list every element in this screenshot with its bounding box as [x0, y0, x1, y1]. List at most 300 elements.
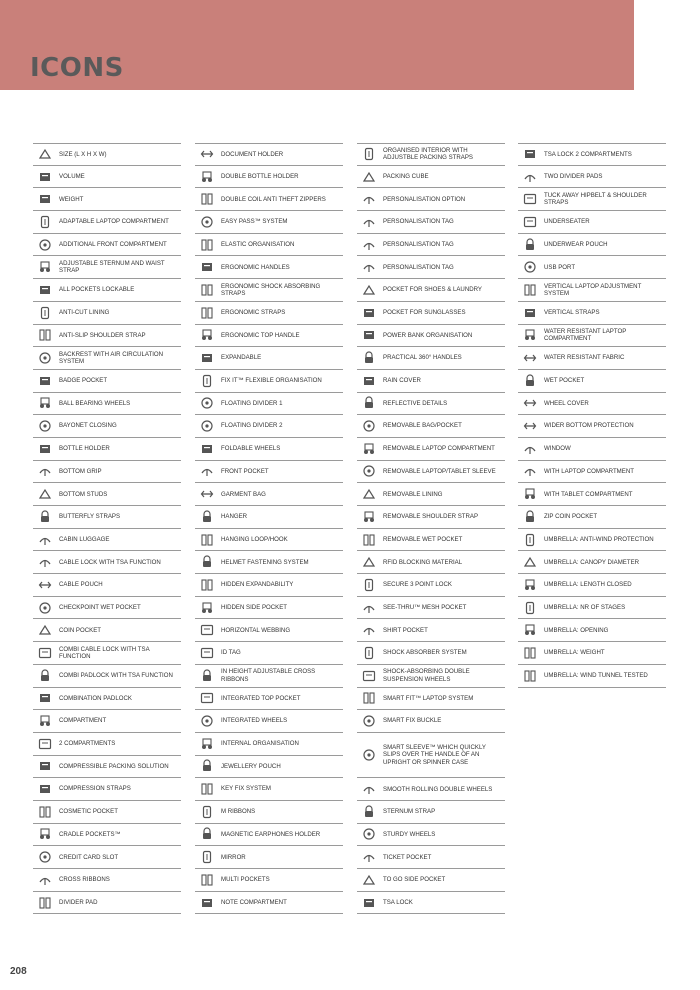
padlock-icon — [36, 283, 53, 297]
icon-legend-label: MIRROR — [221, 853, 246, 861]
hidden-expand-icon — [198, 578, 215, 592]
icon-legend-label: DOUBLE COIL ANTI THEFT ZIPPERS — [221, 195, 326, 203]
icon-legend-label: WET POCKET — [544, 377, 585, 385]
compression-straps-icon — [36, 782, 53, 796]
icon-legend-label: WITH TABLET COMPARTMENT — [544, 490, 633, 498]
icon-legend-row — [518, 279, 666, 302]
bayonet-icon — [36, 419, 53, 433]
icon-legend-label: M RIBBONS — [221, 808, 256, 816]
easy-pass-icon — [198, 215, 215, 229]
icon-legend-label: PERSONALISATION OPTION — [383, 195, 466, 203]
tsa-lock-icon — [360, 896, 377, 910]
icon-legend-label: ANTI-SLIP SHOULDER STRAP — [59, 331, 146, 339]
size-icon — [36, 147, 53, 161]
icon-legend-row — [33, 529, 181, 552]
icon-legend-label: UMBRELLA: WEIGHT — [544, 649, 605, 657]
icon-legend-row — [195, 688, 343, 711]
icon-legend-label: WATER RESISTANT LAPTOP COMPARTMENT — [544, 328, 627, 343]
icon-legend-row — [33, 211, 181, 234]
icon-legend-row — [357, 279, 505, 302]
icon-legend-label: UMBRELLA: WIND TUNNEL TESTED — [544, 672, 648, 680]
icon-legend-label: TICKET POCKET — [383, 853, 432, 861]
icon-legend-row — [33, 574, 181, 597]
mirror-icon — [198, 850, 215, 864]
double-wheels-icon — [360, 782, 377, 796]
handles-360-icon — [360, 351, 377, 365]
icon-legend-label: SEE-THRU™ MESH POCKET — [383, 603, 467, 611]
icon-legend-row — [357, 778, 505, 801]
icon-legend-label: REMOVABLE BAG/POCKET — [383, 422, 462, 430]
icon-legend-label: STURDY WHEELS — [383, 830, 436, 838]
icon-legend-row — [357, 234, 505, 257]
icon-legend-label: BUTTERFLY STRAPS — [59, 513, 121, 521]
multi-pockets-icon — [198, 873, 215, 887]
icon-legend-row — [195, 801, 343, 824]
icon-legend-row — [518, 438, 666, 461]
icon-legend-row — [33, 143, 181, 166]
icon-legend-row — [195, 483, 343, 506]
air-circulation-icon — [36, 351, 53, 365]
icon-legend-row — [357, 551, 505, 574]
icon-legend-row — [357, 415, 505, 438]
compartment-icon — [36, 714, 53, 728]
key-icon — [198, 782, 215, 796]
icon-legend-row — [357, 347, 505, 370]
icon-legend-row — [195, 733, 343, 756]
packing-cube-icon — [360, 170, 377, 184]
icon-legend-row — [33, 710, 181, 733]
icon-legend-label: VERTICAL STRAPS — [544, 309, 600, 317]
icon-legend-row — [357, 846, 505, 869]
icon-legend-row — [33, 846, 181, 869]
smart-sleeve-icon — [360, 748, 377, 762]
icon-legend-label: POWER BANK ORGANISATION — [383, 331, 473, 339]
icon-legend-row — [33, 393, 181, 416]
icon-legend-row — [195, 438, 343, 461]
icon-legend-label: UMBRELLA: LENGTH CLOSED — [544, 581, 632, 589]
icon-legend-label: FLOATING DIVIDER 1 — [221, 399, 283, 407]
personalisation-tag-icon — [360, 260, 377, 274]
icon-legend-row — [33, 166, 181, 189]
icon-legend-label: FLOATING DIVIDER 2 — [221, 422, 283, 430]
organisation-icon — [198, 737, 215, 751]
icon-legend-label: ORGANISED INTERIOR WITH ADJUSTBLE PACKING STRAPS — [383, 147, 473, 162]
icon-legend-label: RAIN COVER — [383, 377, 421, 385]
umbrella-weight-icon — [521, 646, 538, 660]
credit-card-icon — [36, 850, 53, 864]
icon-legend-label: SHOCK-ABSORBING DOUBLE SUSPENSION WHEELS — [383, 668, 470, 683]
icon-legend-label: BOTTOM GRIP — [59, 467, 102, 475]
icon-legend-label: PRACTICAL 360° HANDLES — [383, 354, 462, 362]
icon-legend-label: PERSONALISATION TAG — [383, 263, 454, 271]
icon-column-1 — [33, 143, 181, 914]
icon-legend-label: PACKING CUBE — [383, 172, 429, 180]
icon-legend-label: CROSS RIBBONS — [59, 876, 110, 884]
icon-legend-row — [33, 506, 181, 529]
sternum-strap-icon — [360, 805, 377, 819]
personalisation-abc-icon — [360, 192, 377, 206]
double-bottle-icon — [198, 170, 215, 184]
shock-absorber-icon — [360, 646, 377, 660]
icon-legend-label: UMBRELLA: NR OF STAGES — [544, 603, 626, 611]
icon-legend-row — [33, 778, 181, 801]
removable-strap-icon — [360, 510, 377, 524]
icon-legend-row — [518, 234, 666, 257]
icon-legend-row — [195, 302, 343, 325]
icon-legend-row — [357, 688, 505, 711]
usb-icon — [521, 260, 538, 274]
opening-icon — [521, 623, 538, 637]
icon-legend-label: ANTI-CUT LINING — [59, 309, 110, 317]
underseater-icon — [521, 215, 538, 229]
icon-legend-label: UNDERWEAR POUCH — [544, 240, 608, 248]
icon-legend-label: PERSONALISATION TAG — [383, 218, 454, 226]
icon-legend-label: TSA LOCK 2 COMPARTMENTS — [544, 150, 632, 158]
removable-bag-icon — [360, 419, 377, 433]
icon-legend-label: CREDIT CARD SLOT — [59, 853, 119, 861]
sternum-waist-strap-icon — [36, 260, 53, 274]
icon-legend-row — [195, 869, 343, 892]
icon-legend-row — [357, 665, 505, 688]
icon-legend-row — [357, 642, 505, 665]
icon-legend-label: HELMET FASTENING SYSTEM — [221, 558, 309, 566]
icon-legend-row — [195, 665, 343, 688]
icon-legend-row — [357, 461, 505, 484]
icon-legend-row — [357, 506, 505, 529]
handle-icon — [198, 260, 215, 274]
icon-legend-row — [33, 665, 181, 688]
icon-legend-label: ADDITIONAL FRONT COMPARTMENT — [59, 240, 167, 248]
personalisation-tag-icon — [360, 238, 377, 252]
icon-legend-label: HANGING LOOP/HOOK — [221, 535, 288, 543]
icon-legend-label: HORIZONTAL WEBBING — [221, 626, 291, 634]
icon-legend-row — [518, 211, 666, 234]
icon-legend-label: CABLE POUCH — [59, 581, 103, 589]
icon-legend-label: UNDERSEATER — [544, 218, 590, 226]
icon-legend-row — [357, 824, 505, 847]
suspension-wheels-icon — [360, 669, 377, 683]
icon-legend-row — [195, 415, 343, 438]
icon-legend-label: RFID BLOCKING MATERIAL — [383, 558, 463, 566]
icon-legend-label: WINDOW — [544, 445, 571, 453]
adjustable-ribbons-icon — [198, 669, 215, 683]
icon-legend-label: FRONT POCKET — [221, 467, 269, 475]
icon-legend-row — [518, 256, 666, 279]
icon-legend-label: ELASTIC ORGANISATION — [221, 240, 295, 248]
icon-legend-label: UMBRELLA: CANOPY DIAMETER — [544, 558, 640, 566]
umbrella-wind-icon — [521, 533, 538, 547]
icon-legend-label: FIX IT™ FLEXIBLE ORGANISATION — [221, 377, 322, 385]
icon-legend-row — [518, 506, 666, 529]
icon-legend-row — [195, 756, 343, 779]
icon-legend-label: BOTTLE HOLDER — [59, 445, 110, 453]
icon-legend-row — [357, 597, 505, 620]
icon-legend-row — [357, 529, 505, 552]
icon-legend-label: WIDER BOTTOM PROTECTION — [544, 422, 634, 430]
floating-divider-icon — [198, 396, 215, 410]
butterfly-straps-icon — [36, 510, 53, 524]
icon-legend-label: UMBRELLA: OPENING — [544, 626, 609, 634]
icon-legend-label: ADAPTABLE LAPTOP COMPARTMENT — [59, 218, 169, 226]
combi-cable-lock-icon — [36, 646, 53, 660]
icon-legend-label: WEIGHT — [59, 195, 84, 203]
sunglasses-icon — [360, 306, 377, 320]
ticket-icon — [360, 850, 377, 864]
icon-legend-label: ZIP COIN POCKET — [544, 513, 598, 521]
bottom-protection-icon — [521, 419, 538, 433]
icon-legend-row — [195, 778, 343, 801]
icon-legend-label: EASY PASS™ SYSTEM — [221, 218, 288, 226]
hanger-icon — [198, 510, 215, 524]
icon-legend-row — [518, 619, 666, 642]
icon-legend-label: REMOVABLE WET POCKET — [383, 535, 463, 543]
icon-legend-label: COMPRESSIBLE PACKING SOLUTION — [59, 762, 169, 770]
icon-legend-label: SHOCK ABSORBER SYSTEM — [383, 649, 467, 657]
zip-coin-icon — [521, 510, 538, 524]
icon-legend-label: POCKET FOR SUNGLASSES — [383, 309, 466, 317]
icon-legend-row — [195, 824, 343, 847]
removable-lining-icon — [360, 487, 377, 501]
icon-legend-row — [357, 188, 505, 211]
icon-legend-label: BOTTOM STUDS — [59, 490, 108, 498]
foldable-wheels-icon — [198, 442, 215, 456]
icon-legend-row — [195, 347, 343, 370]
personalisation-tag-icon — [360, 215, 377, 229]
icon-legend-row — [357, 801, 505, 824]
two-compartments-icon — [36, 737, 53, 751]
document-icon — [198, 147, 215, 161]
icon-legend-row — [33, 801, 181, 824]
icon-legend-row — [518, 143, 666, 166]
icon-column-2 — [195, 143, 343, 914]
icon-legend-label: COSMETIC POCKET — [59, 808, 118, 816]
icon-column-3 — [357, 143, 505, 914]
icon-legend-row — [357, 869, 505, 892]
icon-legend-row — [357, 483, 505, 506]
icon-legend-row — [357, 143, 505, 166]
icon-legend-row — [33, 370, 181, 393]
icon-legend-row — [357, 892, 505, 915]
combi-padlock-icon — [36, 669, 53, 683]
icon-legend-label: SMART FIT™ LAPTOP SYSTEM — [383, 694, 474, 702]
icon-legend-row — [33, 325, 181, 348]
removable-sleeve-icon — [360, 464, 377, 478]
icon-legend-row — [357, 574, 505, 597]
note-icon — [198, 896, 215, 910]
icon-legend-row — [195, 506, 343, 529]
icon-legend-label: REFLECTIVE DETAILS — [383, 399, 448, 407]
icon-legend-label: SECURE 3 POINT LOCK — [383, 581, 452, 589]
icon-legend-label: INTEGRATED TOP POCKET — [221, 694, 301, 702]
icon-legend-row — [33, 892, 181, 915]
divider-pad-icon — [36, 896, 53, 910]
icon-legend-row — [33, 733, 181, 756]
diameter-icon — [521, 555, 538, 569]
icon-legend-row — [33, 234, 181, 257]
id-tag-icon — [198, 646, 215, 660]
icon-legend-row — [195, 393, 343, 416]
m-ribbons-icon — [198, 805, 215, 819]
icon-legend-label: COMBI CABLE LOCK WITH TSA FUNCTION — [59, 645, 150, 660]
icon-legend-row — [518, 461, 666, 484]
icon-legend-label: WITH LAPTOP COMPARTMENT — [544, 467, 634, 475]
laptop-compartment-icon — [36, 215, 53, 229]
sturdy-wheels-icon — [360, 827, 377, 841]
icon-legend-row — [195, 143, 343, 166]
icon-legend-label: HIDDEN SIDE POCKET — [221, 603, 288, 611]
icon-legend-row — [518, 188, 666, 211]
tablet-icon — [521, 487, 538, 501]
webbing-icon — [198, 623, 215, 637]
to-go-pocket-icon — [360, 873, 377, 887]
icon-legend-label: BAYONET CLOSING — [59, 422, 117, 430]
icon-legend-row — [195, 256, 343, 279]
icon-legend-row — [33, 869, 181, 892]
underwear-icon — [521, 238, 538, 252]
cabin-luggage-icon — [36, 533, 53, 547]
icon-legend-row — [357, 256, 505, 279]
expandable-icon — [198, 351, 215, 365]
icon-legend-row — [357, 710, 505, 733]
icon-legend-label: CHECKPOINT WET POCKET — [59, 603, 141, 611]
icon-legend-label: SMART FIX BUCKLE — [383, 717, 442, 725]
icon-legend-row — [518, 597, 666, 620]
wheel-cover-icon — [521, 396, 538, 410]
icon-legend-row — [518, 665, 666, 688]
icon-legend-row — [33, 188, 181, 211]
icon-legend-row — [518, 166, 666, 189]
icon-legend-label: STERNUM STRAP — [383, 808, 436, 816]
icon-legend-row — [33, 551, 181, 574]
icon-legend-label: TWO DIVIDER PADS — [544, 172, 603, 180]
icon-legend-label: CABLE LOCK WITH TSA FUNCTION — [59, 558, 161, 566]
helmet-icon — [198, 555, 215, 569]
water-fabric-icon — [521, 351, 538, 365]
front-compartment-icon — [36, 238, 53, 252]
mesh-pocket-icon — [360, 601, 377, 615]
hipbelt-icon — [521, 192, 538, 206]
icon-legend-row — [195, 619, 343, 642]
icon-legend-row — [357, 302, 505, 325]
icon-legend-row — [195, 597, 343, 620]
icon-legend-row — [518, 642, 666, 665]
fix-it-icon — [198, 374, 215, 388]
icon-legend-row — [518, 325, 666, 348]
ball-bearing-icon — [36, 396, 53, 410]
bottom-grip-icon — [36, 464, 53, 478]
shock-strap-icon — [198, 283, 215, 297]
stages-icon — [521, 601, 538, 615]
shirt-icon — [360, 623, 377, 637]
icon-legend-label: DIVIDER PAD — [59, 898, 98, 906]
shoulder-strap-icon — [36, 328, 53, 342]
icon-legend-row — [33, 256, 181, 279]
earphones-icon — [198, 827, 215, 841]
top-handle-icon — [198, 328, 215, 342]
icon-legend-row — [195, 574, 343, 597]
icon-legend-label: JEWELLERY POUCH — [221, 762, 281, 770]
wet-bag-icon — [521, 374, 538, 388]
icon-legend-label: COMPRESSION STRAPS — [59, 785, 131, 793]
icon-legend-label: SMOOTH ROLLING DOUBLE WHEELS — [383, 785, 493, 793]
icon-legend-label: BACKREST WITH AIR CIRCULATION SYSTEM — [59, 350, 164, 366]
icon-legend-row — [33, 302, 181, 325]
weight-icon — [36, 192, 53, 206]
icon-legend-row — [33, 461, 181, 484]
icon-legend-label: CRADLE POCKETS™ — [59, 830, 121, 838]
laptop-icon — [521, 464, 538, 478]
icon-legend-row — [195, 846, 343, 869]
icon-legend-row — [357, 393, 505, 416]
icon-legend-label: INTEGRATED WHEELS — [221, 717, 288, 725]
icon-legend-label: ERGONOMIC SHOCK ABSORBING STRAPS — [221, 282, 321, 297]
elastic-icon — [198, 238, 215, 252]
icon-legend-label: REMOVABLE SHOULDER STRAP — [383, 513, 479, 521]
window-icon — [521, 442, 538, 456]
removable-laptop-icon — [360, 442, 377, 456]
icon-legend-label: SMART SLEEVE™ WHICH QUICKLY SLIPS OVER THE HANDLE OF AN UPRIGHT OR SPINNER CASE — [383, 744, 486, 766]
icon-legend-row — [357, 733, 505, 778]
icon-legend-row — [33, 347, 181, 370]
three-point-lock-icon — [360, 578, 377, 592]
icon-legend-label: VERTICAL LAPTOP ADJUSTMENT SYSTEM — [544, 282, 642, 297]
top-pocket-icon — [198, 691, 215, 705]
jewellery-icon — [198, 759, 215, 773]
shoes-pocket-icon — [360, 283, 377, 297]
rfid-icon — [360, 555, 377, 569]
icon-legend-row — [195, 710, 343, 733]
water-laptop-icon — [521, 328, 538, 342]
icon-column-4 — [518, 143, 666, 688]
icon-legend-label: MULTI POCKETS — [221, 876, 270, 884]
icon-legend-row — [195, 188, 343, 211]
icon-legend-label: PERSONALISATION TAG — [383, 240, 454, 248]
icon-legend-row — [33, 824, 181, 847]
cosmetic-icon — [36, 805, 53, 819]
reflective-icon — [360, 396, 377, 410]
icon-legend-label: COMPARTMENT — [59, 717, 107, 725]
icon-legend-label: HIDDEN EXPANDABILITY — [221, 581, 294, 589]
vertical-straps-icon — [521, 306, 538, 320]
icon-legend-row — [33, 483, 181, 506]
rain-cover-icon — [360, 374, 377, 388]
bottle-icon — [36, 442, 53, 456]
smart-fit-icon — [360, 691, 377, 705]
icon-legend-row — [195, 325, 343, 348]
icon-legend-label: POCKET FOR SHOES & LAUNDRY — [383, 286, 482, 294]
icon-legend-label: WHEEL COVER — [544, 399, 589, 407]
icon-legend-label: COIN POCKET — [59, 626, 101, 634]
icon-legend-label: WATER RESISTANT FABRIC — [544, 354, 625, 362]
wind-tunnel-icon — [521, 669, 538, 683]
icon-legend-label: NOTE COMPARTMENT — [221, 898, 287, 906]
icon-legend-label: VOLUME — [59, 172, 85, 180]
icon-legend-row — [33, 415, 181, 438]
icon-legend-row — [195, 166, 343, 189]
icon-legend-row — [518, 370, 666, 393]
icon-legend-row — [195, 461, 343, 484]
bottom-studs-icon — [36, 487, 53, 501]
icon-legend-row — [357, 619, 505, 642]
icon-legend-label: REMOVABLE LAPTOP COMPARTMENT — [383, 445, 495, 453]
power-bank-icon — [360, 328, 377, 342]
cradle-pocket-icon — [36, 827, 53, 841]
icon-legend-label: SIZE (L X H X W) — [59, 150, 107, 158]
icon-legend-label: BALL BEARING WHEELS — [59, 399, 131, 407]
buckle-icon — [360, 714, 377, 728]
icon-legend-row — [195, 642, 343, 665]
icon-legend-label: ID TAG — [221, 649, 241, 657]
